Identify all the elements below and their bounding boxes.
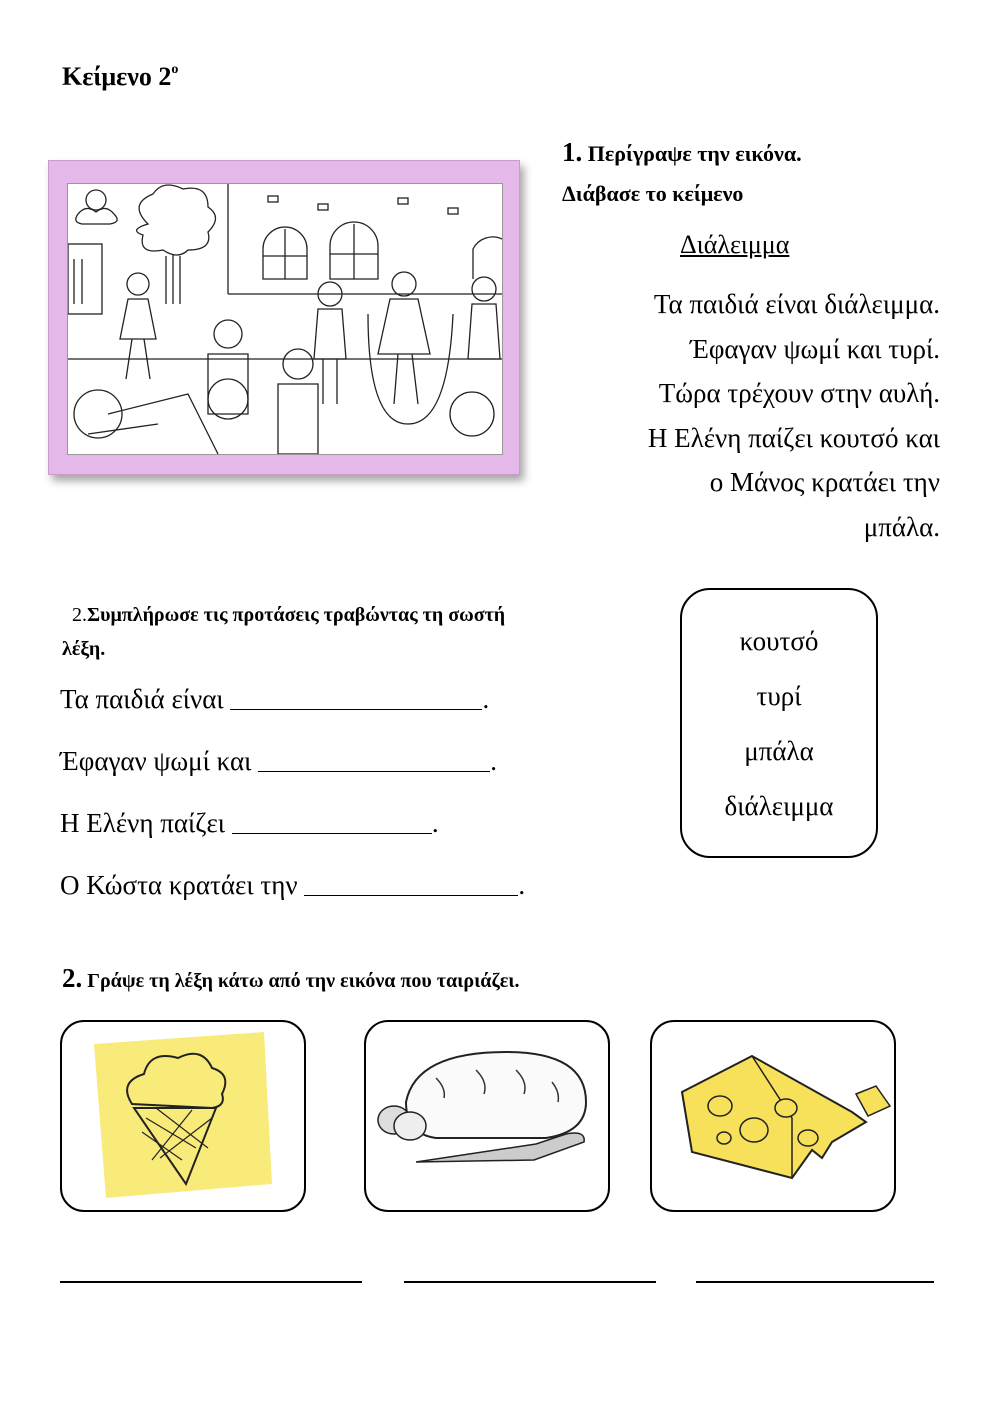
task-2-instructions: 2.Συμπλήρωσε τις προτάσεις τραβώντας τη σωστή λέξη. xyxy=(62,604,506,660)
page-heading: Κείμενο $2^o$ xyxy=(62,62,179,91)
answer-blank[interactable] xyxy=(230,687,482,710)
task-3-instructions: 2. Γράψε τη λέξη κάτω από την εικόνα που ταιριάζει. xyxy=(62,963,520,993)
story-text xyxy=(560,282,940,549)
story-line: μπάλα. xyxy=(863,511,940,542)
cheese-card xyxy=(650,1020,896,1212)
word-bank-item[interactable]: διάλειμμα xyxy=(724,791,834,821)
story-line: Τα παιδιά είναι διάλειμμα. xyxy=(653,289,940,319)
word-bank-item[interactable]: κουτσό xyxy=(739,626,819,656)
answer-blank[interactable] xyxy=(258,749,490,772)
picture-frame xyxy=(48,160,520,475)
answer-line-3[interactable] xyxy=(696,1281,934,1283)
story-title: Διάλειμμα xyxy=(680,230,790,259)
answer-line-2[interactable] xyxy=(404,1281,656,1283)
ice-cream-card xyxy=(60,1020,306,1212)
fill-sentence-3: Η Ελένη παίζει . xyxy=(60,808,439,838)
answer-blank[interactable] xyxy=(304,873,518,896)
ice-cream-icon xyxy=(62,1022,306,1212)
story-line: Τώρα τρέχουν στην αυλή. xyxy=(658,378,940,408)
fill-sentence-4: Ο Κώστα κρατάει την . xyxy=(60,870,526,900)
answer-blank[interactable] xyxy=(232,811,432,834)
story-line: ο Μάνος κρατάει την xyxy=(709,467,940,497)
task-1-instructions: 1. Περίγραψε την εικόνα. Διάβασε το κείμενο xyxy=(562,137,802,206)
fill-sentence-2: Έφαγαν ψωμί και . xyxy=(60,746,497,776)
fill-sentence-1: Τα παιδιά είναι . xyxy=(60,684,490,714)
word-bank-item[interactable]: μπάλα xyxy=(744,736,814,766)
answer-line-1[interactable] xyxy=(60,1281,362,1283)
word-bank xyxy=(680,588,878,858)
school-scene-illustration xyxy=(67,183,503,455)
bread-card xyxy=(364,1020,610,1212)
bread-icon xyxy=(366,1022,610,1212)
word-bank-item[interactable]: τυρί xyxy=(756,681,802,711)
story-line: Η Ελένη παίζει κουτσό και xyxy=(647,422,940,453)
cheese-icon xyxy=(652,1022,896,1212)
story-line: Έφαγαν ψωμί και τυρί. xyxy=(690,333,940,364)
